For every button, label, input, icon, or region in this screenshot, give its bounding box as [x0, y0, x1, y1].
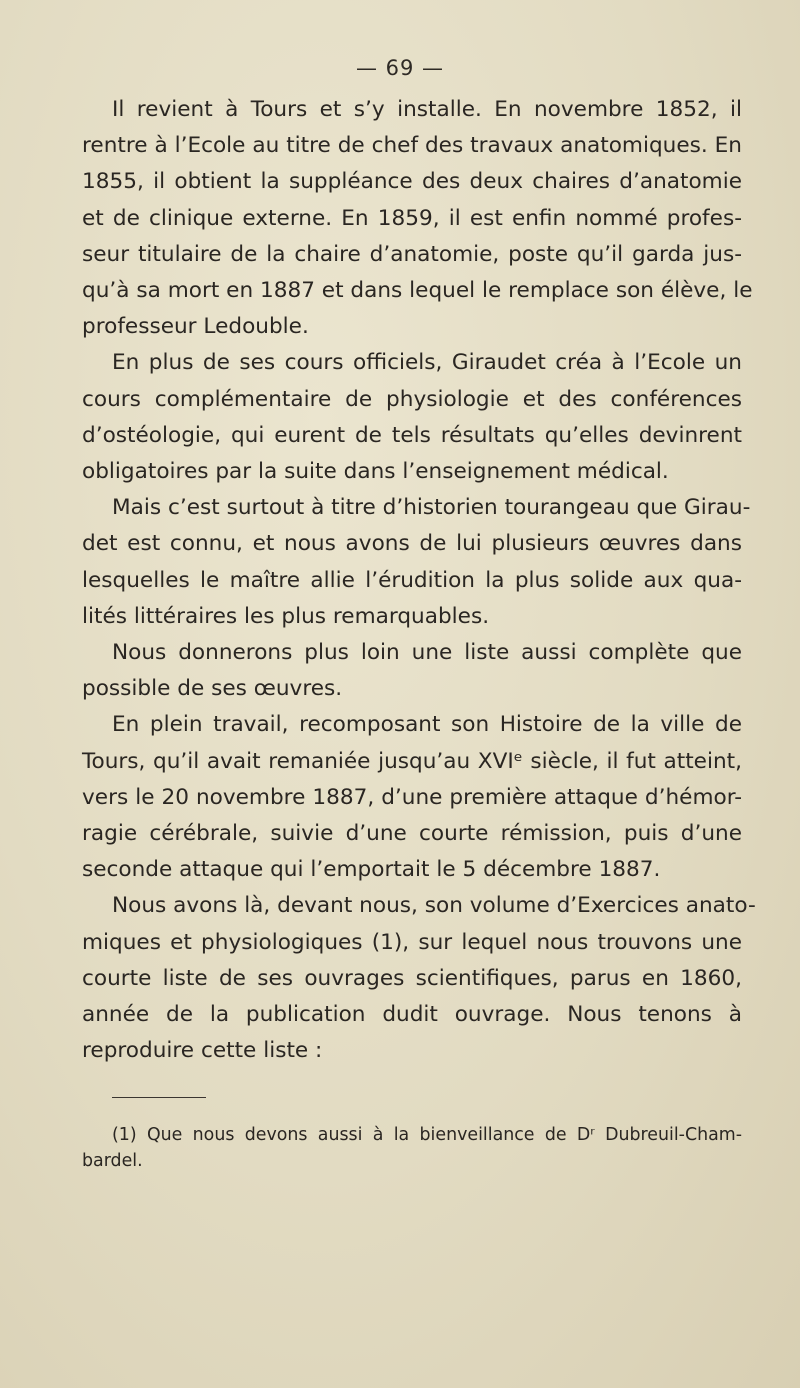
text-line: d’ostéologie, qui eurent de tels résultats qu’elles devinrent: [82, 422, 742, 448]
text-line: Mais c’est surtout à titre d’historien tourangeau que Girau-: [112, 495, 751, 521]
footnote: [82, 1122, 742, 1174]
text-line: seconde attaque qui l’emportait le 5 décembre 1887.: [82, 857, 661, 883]
text-line: professeur Ledouble.: [82, 314, 309, 340]
paragraph: [82, 92, 753, 345]
text-line: 1855, il obtient la suppléance des deux chaires d’anatomie: [82, 169, 742, 195]
text-line: Nous donnerons plus loin une liste aussi complète que: [112, 640, 742, 666]
page-number: — 69 —: [355, 56, 445, 80]
text-line: année de la publication dudit ouvrage. Nous tenons à: [82, 1002, 742, 1028]
paragraph: [82, 345, 742, 490]
text-line: ragie cérébrale, suivie d’une courte rémission, puis d’une: [82, 821, 742, 847]
text-line: vers le 20 novembre 1887, d’une première attaque d’hémor-: [82, 784, 742, 810]
footnote-line: bardel.: [82, 1151, 143, 1171]
text-line: lesquelles le maître allie l’érudition la plus solide aux qua-: [82, 567, 742, 593]
text-line: Nous avons là, devant nous, son volume d’Exercices anato-: [112, 893, 756, 919]
text-line: seur titulaire de la chaire d’anatomie, poste qu’il garda jus-: [82, 241, 742, 267]
text-line: courte liste de ses ouvrages scientifiques, parus en 1860,: [82, 965, 742, 991]
text-line: det est connu, et nous avons de lui plusieurs œuvres dans: [82, 531, 742, 557]
text-line: possible de ses œuvres.: [82, 676, 343, 702]
text-line: qu’à sa mort en 1887 et dans lequel le remplace son élève, le: [82, 278, 753, 304]
text-line: En plus de ses cours officiels, Giraudet créa à l’Ecole un: [112, 350, 742, 376]
paragraph: [82, 635, 742, 707]
footnote-line: (1) Que nous devons aussi à la bienveillance de Dʳ Dubreuil-Cham-: [112, 1125, 742, 1145]
text-line: Il revient à Tours et s’y installe. En novembre 1852, il: [112, 97, 742, 122]
paragraph: [82, 490, 751, 635]
paragraph: [82, 707, 742, 888]
text-line: lités littéraires les plus remarquables.: [82, 603, 490, 629]
text-line: cours complémentaire de physiologie et des conférences: [82, 386, 742, 412]
text-line: Tours, qu’il avait remaniée jusqu’au XVIᵉ siècle, il fut atteint,: [82, 748, 742, 774]
paragraph: [82, 888, 756, 1069]
text-line: reproduire cette liste :: [82, 1038, 323, 1064]
footnote-separator: [112, 1097, 206, 1098]
body-text: [82, 92, 756, 1069]
text-line: obligatoires par la suite dans l’enseignement médical.: [82, 459, 669, 485]
text-line: miques et physiologiques (1), sur lequel nous trouvons une: [82, 929, 742, 955]
text-line: En plein travail, recomposant son Histoire de la ville de: [112, 712, 742, 738]
text-line: rentre à l’Ecole au titre de chef des travaux anatomiques. En: [82, 133, 742, 159]
text-line: et de clinique externe. En 1859, il est enfin nommé profes-: [82, 205, 742, 231]
